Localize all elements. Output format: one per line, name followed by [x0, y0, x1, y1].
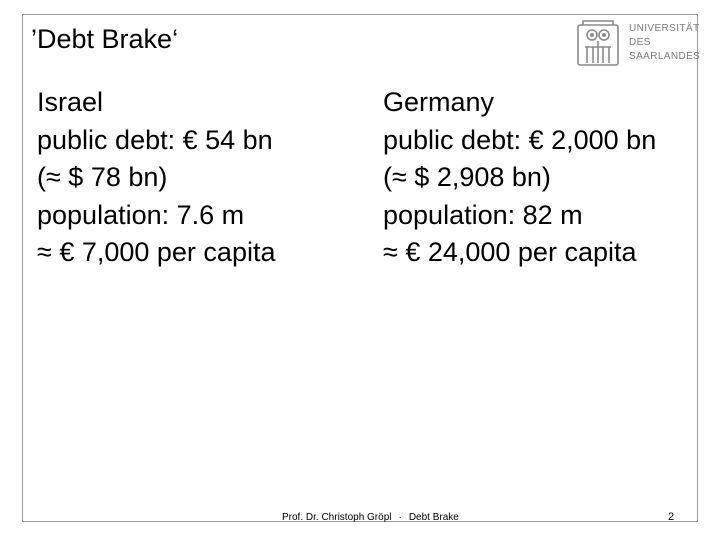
public-debt-line: public debt: € 2,000 bn: [383, 124, 657, 155]
population-line: population: 82 m: [383, 199, 583, 230]
footer: [282, 511, 459, 525]
slide-title: ’Debt Brake‘: [31, 24, 179, 54]
per-capita-line: ≈ € 24,000 per capita: [383, 237, 637, 267]
debt-usd-line: (≈ $ 78 bn): [37, 162, 168, 192]
footer-author: Prof. Dr. Christoph Gröpl: [282, 512, 392, 523]
university-logo: [575, 19, 701, 69]
country-name: Germany: [383, 87, 495, 117]
israel-column: [37, 84, 275, 272]
university-seal-icon: [575, 19, 621, 69]
page-number: 2: [668, 511, 675, 523]
population-line: population: 7.6 m: [37, 199, 245, 230]
university-name: [629, 22, 699, 64]
germany-column: [383, 84, 656, 272]
debt-usd-line: (≈ $ 2,908 bn): [383, 162, 551, 192]
logo-line-1: UNIVERSITÄT: [629, 23, 700, 34]
footer-topic: Debt Brake: [408, 512, 459, 523]
logo-line-2: DES: [629, 37, 651, 48]
logo-line-3: SAARLANDES: [629, 51, 701, 62]
public-debt-line: public debt: € 54 bn: [37, 124, 273, 155]
per-capita-line: ≈ € 7,000 per capita: [37, 237, 276, 267]
country-name: Israel: [37, 87, 104, 117]
footer-separator: ·: [398, 512, 402, 523]
